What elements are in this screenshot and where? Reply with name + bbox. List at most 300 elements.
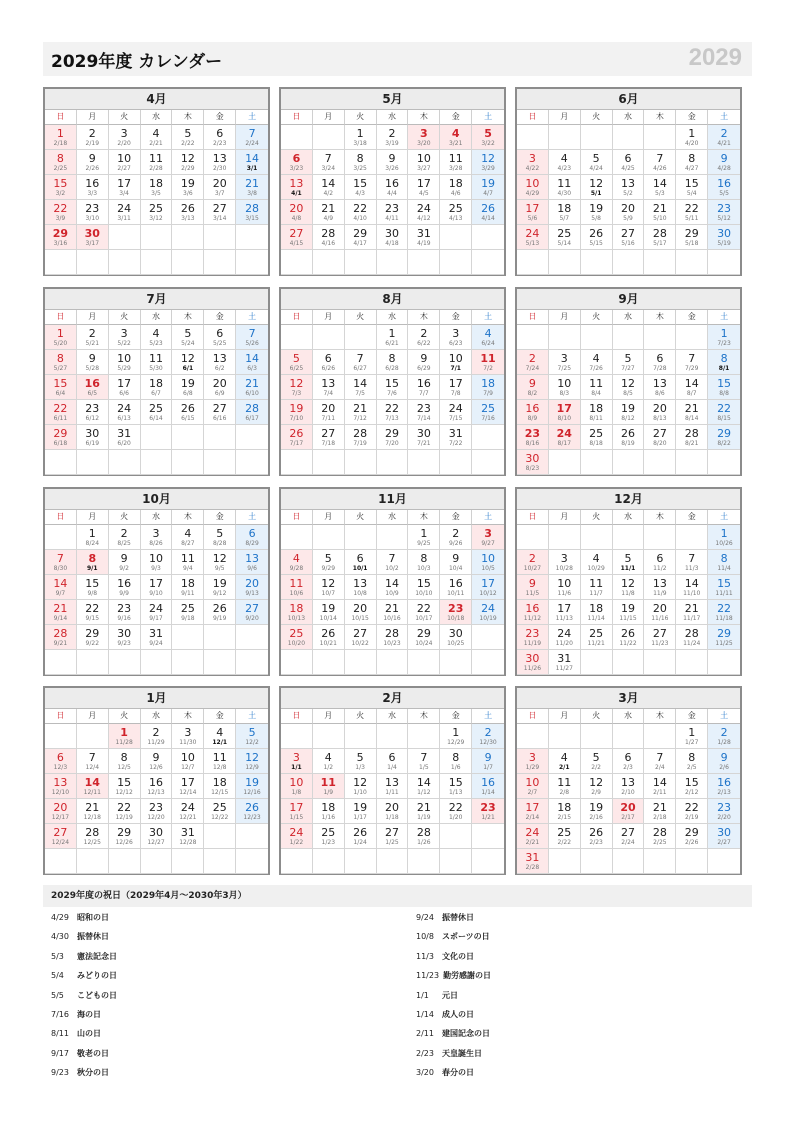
day-number: 23 <box>448 602 464 615</box>
day-cell <box>644 225 676 250</box>
empty-cell <box>281 450 313 475</box>
day-cell <box>708 525 740 550</box>
lunar-date: 4/22 <box>525 165 540 172</box>
lunar-date: 5/17 <box>653 240 667 247</box>
lunar-date: 7/7 <box>419 390 429 397</box>
day-number: 5 <box>592 152 600 165</box>
lunar-date: 3/9 <box>55 215 66 222</box>
empty-cell <box>141 225 173 250</box>
lunar-date: 3/4 <box>119 190 129 197</box>
lunar-date: 2/6 <box>719 764 729 771</box>
empty-cell <box>45 450 77 475</box>
day-number: 1 <box>388 327 396 340</box>
lunar-date: 7/27 <box>621 365 635 372</box>
day-cell <box>408 400 440 425</box>
lunar-date: 10/8 <box>353 590 367 597</box>
lunar-date: 3/3 <box>87 190 98 197</box>
weekday-header: 木 <box>408 110 440 125</box>
lunar-date: 7/19 <box>353 440 367 447</box>
holiday-item <box>416 966 756 985</box>
weekday-header: 水 <box>377 310 409 325</box>
day-number: 27 <box>620 826 635 839</box>
day-cell <box>141 150 173 175</box>
empty-cell <box>708 650 740 675</box>
day-number: 3 <box>292 751 300 764</box>
lunar-date: 6/27 <box>353 365 367 372</box>
holiday-item <box>416 1005 756 1024</box>
lunar-date: 12/9 <box>245 764 259 771</box>
day-number: 6 <box>248 527 256 540</box>
day-number: 20 <box>384 801 399 814</box>
day-number: 31 <box>448 427 463 440</box>
weekday-header: 木 <box>408 510 440 525</box>
day-number: 29 <box>353 227 368 240</box>
month-title: 9月 <box>517 289 740 310</box>
day-cell <box>708 774 740 799</box>
day-number: 31 <box>525 851 540 864</box>
lunar-date: 7/6 <box>387 390 397 397</box>
holiday-name: 成人の日 <box>442 1009 474 1019</box>
day-number: 4 <box>216 726 224 739</box>
lunar-date: 1/27 <box>684 739 699 746</box>
holiday-name: 敬老の日 <box>77 1048 109 1058</box>
day-cell <box>313 600 345 625</box>
day-number: 25 <box>557 826 572 839</box>
day-cell <box>141 525 173 550</box>
weekday-header: 月 <box>549 110 581 125</box>
month-calendar <box>279 87 506 276</box>
day-number: 1 <box>356 127 364 140</box>
empty-cell <box>549 525 581 550</box>
lunar-date: 5/5 <box>719 190 729 197</box>
lunar-date: 9/22 <box>85 640 100 647</box>
holiday-item <box>51 1063 391 1082</box>
lunar-date: 1/19 <box>417 814 431 821</box>
lunar-date: 12/27 <box>147 839 165 846</box>
lunar-date: 10/26 <box>715 540 733 547</box>
month-grid <box>45 510 268 675</box>
day-cell <box>172 125 204 150</box>
lunar-date: 5/29 <box>117 365 131 372</box>
empty-cell <box>581 125 613 150</box>
day-cell <box>377 375 409 400</box>
lunar-date: 7/26 <box>589 365 603 372</box>
month-title: 7月 <box>45 289 268 310</box>
day-cell <box>313 350 345 375</box>
day-cell <box>45 325 77 350</box>
lunar-date: 2/9 <box>591 789 601 796</box>
empty-cell <box>45 525 77 550</box>
day-cell <box>204 575 236 600</box>
day-cell <box>377 824 409 849</box>
holiday-item <box>416 947 756 966</box>
day-cell <box>517 225 549 250</box>
page-header <box>43 42 752 76</box>
day-number: 7 <box>656 751 664 764</box>
lunar-date: 3/13 <box>181 215 195 222</box>
lunar-date: 7/15 <box>448 415 463 422</box>
day-number: 24 <box>148 602 163 615</box>
day-cell <box>172 200 204 225</box>
lunar-date: 6/29 <box>417 365 431 372</box>
day-number: 22 <box>416 602 431 615</box>
day-number: 1 <box>720 527 728 540</box>
weekday-header: 日 <box>45 709 77 724</box>
holiday-item <box>51 1005 391 1024</box>
day-cell <box>549 575 581 600</box>
day-number: 6 <box>356 552 364 565</box>
lunar-date: 12/29 <box>447 739 465 746</box>
day-number: 6 <box>324 352 332 365</box>
day-number: 30 <box>384 227 399 240</box>
weekday-header: 土 <box>236 310 268 325</box>
day-number: 26 <box>212 602 227 615</box>
weekday-header: 木 <box>408 310 440 325</box>
day-cell <box>204 125 236 150</box>
day-number: 6 <box>216 127 224 140</box>
empty-cell <box>472 625 504 650</box>
day-cell <box>345 550 377 575</box>
day-number: 22 <box>53 402 68 415</box>
holiday-item <box>51 966 391 985</box>
day-cell <box>77 799 109 824</box>
lunar-date: 4/14 <box>481 215 495 222</box>
day-cell <box>581 175 613 200</box>
holiday-item <box>51 947 391 966</box>
holiday-item <box>51 908 391 927</box>
day-cell <box>377 325 409 350</box>
day-number: 27 <box>245 602 260 615</box>
day-number: 4 <box>152 127 160 140</box>
lunar-date: 3/8 <box>247 190 257 197</box>
day-number: 24 <box>117 402 132 415</box>
lunar-date: 4/4 <box>387 190 397 197</box>
lunar-date: 6/23 <box>448 340 463 347</box>
empty-cell <box>440 250 472 275</box>
day-cell <box>236 600 268 625</box>
day-number: 11 <box>289 577 304 590</box>
weekday-header: 月 <box>313 510 345 525</box>
month-calendar <box>43 287 270 476</box>
day-cell <box>377 575 409 600</box>
day-cell <box>408 749 440 774</box>
lunar-date: 1/5 <box>419 764 429 771</box>
day-number: 10 <box>117 152 132 165</box>
day-cell <box>109 425 141 450</box>
weekday-header: 木 <box>172 709 204 724</box>
lunar-date: 10/16 <box>383 615 401 622</box>
day-number: 16 <box>717 776 732 789</box>
lunar-date: 8/6 <box>655 390 665 397</box>
lunar-date: 4/17 <box>353 240 367 247</box>
empty-cell <box>644 849 676 874</box>
lunar-date: 5/12 <box>717 215 731 222</box>
day-cell <box>141 824 173 849</box>
day-number: 14 <box>84 776 100 789</box>
empty-cell <box>141 425 173 450</box>
day-cell <box>45 200 77 225</box>
day-cell <box>472 774 504 799</box>
lunar-date: 3/10 <box>85 215 100 222</box>
lunar-date: 12/2 <box>245 739 259 746</box>
holiday-list-right <box>416 908 756 1083</box>
day-cell <box>236 200 268 225</box>
lunar-date: 11/11 <box>715 590 733 597</box>
weekday-header: 木 <box>644 110 676 125</box>
lunar-date: 1/11 <box>385 789 399 796</box>
day-number: 1 <box>56 327 64 340</box>
weekday-header: 水 <box>377 510 409 525</box>
day-number: 6 <box>656 552 664 565</box>
empty-cell <box>581 325 613 350</box>
empty-cell <box>345 650 377 675</box>
day-number: 13 <box>620 776 635 789</box>
weekday-header: 火 <box>345 510 377 525</box>
day-cell <box>549 774 581 799</box>
empty-cell <box>408 724 440 749</box>
day-cell <box>440 550 472 575</box>
day-cell <box>549 350 581 375</box>
day-number: 15 <box>684 776 699 789</box>
day-number: 8 <box>720 552 728 565</box>
day-cell <box>236 350 268 375</box>
day-cell <box>77 550 109 575</box>
day-number: 22 <box>717 402 732 415</box>
lunar-date: 7/1 <box>450 365 461 372</box>
day-number: 24 <box>289 826 304 839</box>
lunar-date: 12/11 <box>83 789 101 796</box>
lunar-date: 2/30 <box>212 165 227 172</box>
day-cell <box>517 749 549 774</box>
empty-cell <box>172 450 204 475</box>
empty-cell <box>472 650 504 675</box>
lunar-date: 1/7 <box>483 764 493 771</box>
empty-cell <box>236 425 268 450</box>
weekday-header: 土 <box>236 110 268 125</box>
empty-cell <box>377 724 409 749</box>
lunar-date: 9/13 <box>245 590 259 597</box>
month-title: 4月 <box>45 89 268 110</box>
lunar-date: 2/17 <box>621 814 635 821</box>
lunar-date: 4/3 <box>355 190 365 197</box>
day-cell <box>281 150 313 175</box>
day-number: 11 <box>480 352 496 365</box>
day-number: 22 <box>717 602 732 615</box>
lunar-date: 5/26 <box>245 340 259 347</box>
lunar-date: 7/11 <box>321 415 336 422</box>
day-number: 30 <box>148 826 163 839</box>
lunar-date: 11/8 <box>621 590 635 597</box>
lunar-date: 3/7 <box>214 190 225 197</box>
lunar-date: 8/13 <box>653 415 667 422</box>
day-cell <box>408 225 440 250</box>
holiday-date: 2/11 <box>416 1029 434 1039</box>
empty-cell <box>281 250 313 275</box>
lunar-date: 1/18 <box>385 814 399 821</box>
day-number: 24 <box>525 227 540 240</box>
day-cell <box>281 774 313 799</box>
day-number: 12 <box>321 577 336 590</box>
day-cell <box>676 600 708 625</box>
day-cell <box>440 425 472 450</box>
day-number: 8 <box>356 152 364 165</box>
empty-cell <box>172 650 204 675</box>
day-cell <box>613 550 645 575</box>
day-number: 21 <box>384 602 399 615</box>
day-cell <box>172 350 204 375</box>
day-cell <box>676 749 708 774</box>
weekday-header: 水 <box>141 709 173 724</box>
day-number: 1 <box>56 127 64 140</box>
day-cell <box>172 325 204 350</box>
day-cell <box>236 575 268 600</box>
day-cell <box>345 600 377 625</box>
day-number: 14 <box>652 776 667 789</box>
day-cell <box>377 350 409 375</box>
lunar-date: 8/26 <box>149 540 163 547</box>
empty-cell <box>236 225 268 250</box>
day-cell <box>141 375 173 400</box>
day-number: 10 <box>289 776 304 789</box>
lunar-date: 4/1 <box>291 190 302 197</box>
lunar-date: 5/24 <box>181 340 195 347</box>
day-cell <box>109 600 141 625</box>
day-number: 24 <box>556 427 572 440</box>
day-number: 12 <box>289 377 304 390</box>
day-number: 23 <box>524 427 541 440</box>
day-cell <box>45 400 77 425</box>
day-cell <box>236 774 268 799</box>
lunar-date: 2/28 <box>525 864 540 871</box>
day-cell <box>281 375 313 400</box>
lunar-date: 8/21 <box>684 440 699 447</box>
day-cell <box>204 550 236 575</box>
day-cell <box>613 824 645 849</box>
holiday-item <box>51 1044 391 1063</box>
holiday-date: 9/17 <box>51 1048 69 1058</box>
lunar-date: 11/23 <box>651 640 669 647</box>
day-number: 18 <box>557 801 572 814</box>
day-number: 14 <box>353 377 368 390</box>
day-number: 26 <box>589 826 604 839</box>
day-cell <box>517 425 549 450</box>
day-cell <box>141 350 173 375</box>
day-cell <box>440 774 472 799</box>
day-cell <box>408 550 440 575</box>
lunar-date: 2/24 <box>621 839 635 846</box>
lunar-date: 12/3 <box>53 764 68 771</box>
empty-cell <box>172 849 204 874</box>
day-cell <box>676 774 708 799</box>
day-number: 21 <box>245 177 260 190</box>
weekday-header: 月 <box>77 310 109 325</box>
lunar-date: 10/17 <box>415 615 433 622</box>
day-cell <box>45 625 77 650</box>
lunar-date: 10/1 <box>352 565 368 572</box>
day-cell <box>109 350 141 375</box>
day-number: 14 <box>652 177 667 190</box>
lunar-date: 9/15 <box>85 615 100 622</box>
lunar-date: 2/10 <box>621 789 635 796</box>
day-cell <box>517 650 549 675</box>
day-cell <box>281 175 313 200</box>
empty-cell <box>281 650 313 675</box>
lunar-date: 4/25 <box>621 165 635 172</box>
day-cell <box>141 550 173 575</box>
day-number: 17 <box>117 377 132 390</box>
holiday-name: 振替休日 <box>442 913 474 922</box>
lunar-date: 7/2 <box>483 365 493 372</box>
day-number: 19 <box>589 202 604 215</box>
day-number: 26 <box>180 202 195 215</box>
lunar-date: 6/6 <box>119 390 129 397</box>
day-number: 20 <box>620 801 636 814</box>
lunar-date: 1/3 <box>355 764 365 771</box>
lunar-date: 6/1 <box>182 365 194 372</box>
day-number: 19 <box>180 377 195 390</box>
lunar-date: 10/22 <box>351 640 369 647</box>
day-cell <box>676 400 708 425</box>
lunar-date: 9/26 <box>448 540 463 547</box>
lunar-date: 11/18 <box>715 615 733 622</box>
holiday-date: 1/14 <box>416 1009 434 1019</box>
weekday-header: 土 <box>236 709 268 724</box>
day-cell <box>204 749 236 774</box>
day-cell <box>204 375 236 400</box>
empty-cell <box>644 450 676 475</box>
lunar-date: 8/5 <box>623 390 633 397</box>
lunar-date: 12/12 <box>115 789 133 796</box>
day-cell <box>77 749 109 774</box>
holiday-name: 憲法記念日 <box>77 951 117 961</box>
lunar-date: 5/10 <box>653 215 667 222</box>
day-number: 2 <box>528 552 536 565</box>
weekday-header: 火 <box>581 709 613 724</box>
day-cell <box>517 824 549 849</box>
day-number: 7 <box>688 352 696 365</box>
lunar-date: 5/4 <box>686 190 697 197</box>
weekday-header: 土 <box>708 510 740 525</box>
lunar-date: 8/15 <box>717 415 731 422</box>
weekday-header: 火 <box>345 709 377 724</box>
empty-cell <box>676 525 708 550</box>
day-cell <box>109 625 141 650</box>
holiday-item <box>416 908 756 927</box>
day-cell <box>172 600 204 625</box>
day-cell <box>345 125 377 150</box>
day-cell <box>109 400 141 425</box>
day-cell <box>581 150 613 175</box>
day-number: 22 <box>448 801 463 814</box>
day-number: 13 <box>384 776 399 789</box>
day-cell <box>408 824 440 849</box>
holiday-name: 建国記念の日 <box>442 1029 490 1039</box>
empty-cell <box>141 450 173 475</box>
day-cell <box>517 600 549 625</box>
day-cell <box>472 400 504 425</box>
day-number: 29 <box>117 826 132 839</box>
holiday-date: 2/23 <box>416 1048 434 1058</box>
lunar-date: 10/2 <box>385 565 399 572</box>
day-cell <box>472 150 504 175</box>
day-cell <box>708 150 740 175</box>
lunar-date: 8/22 <box>717 440 731 447</box>
day-number: 2 <box>88 127 96 140</box>
day-number: 11 <box>589 377 604 390</box>
day-cell <box>345 375 377 400</box>
lunar-date: 2/27 <box>117 165 131 172</box>
day-cell <box>172 400 204 425</box>
